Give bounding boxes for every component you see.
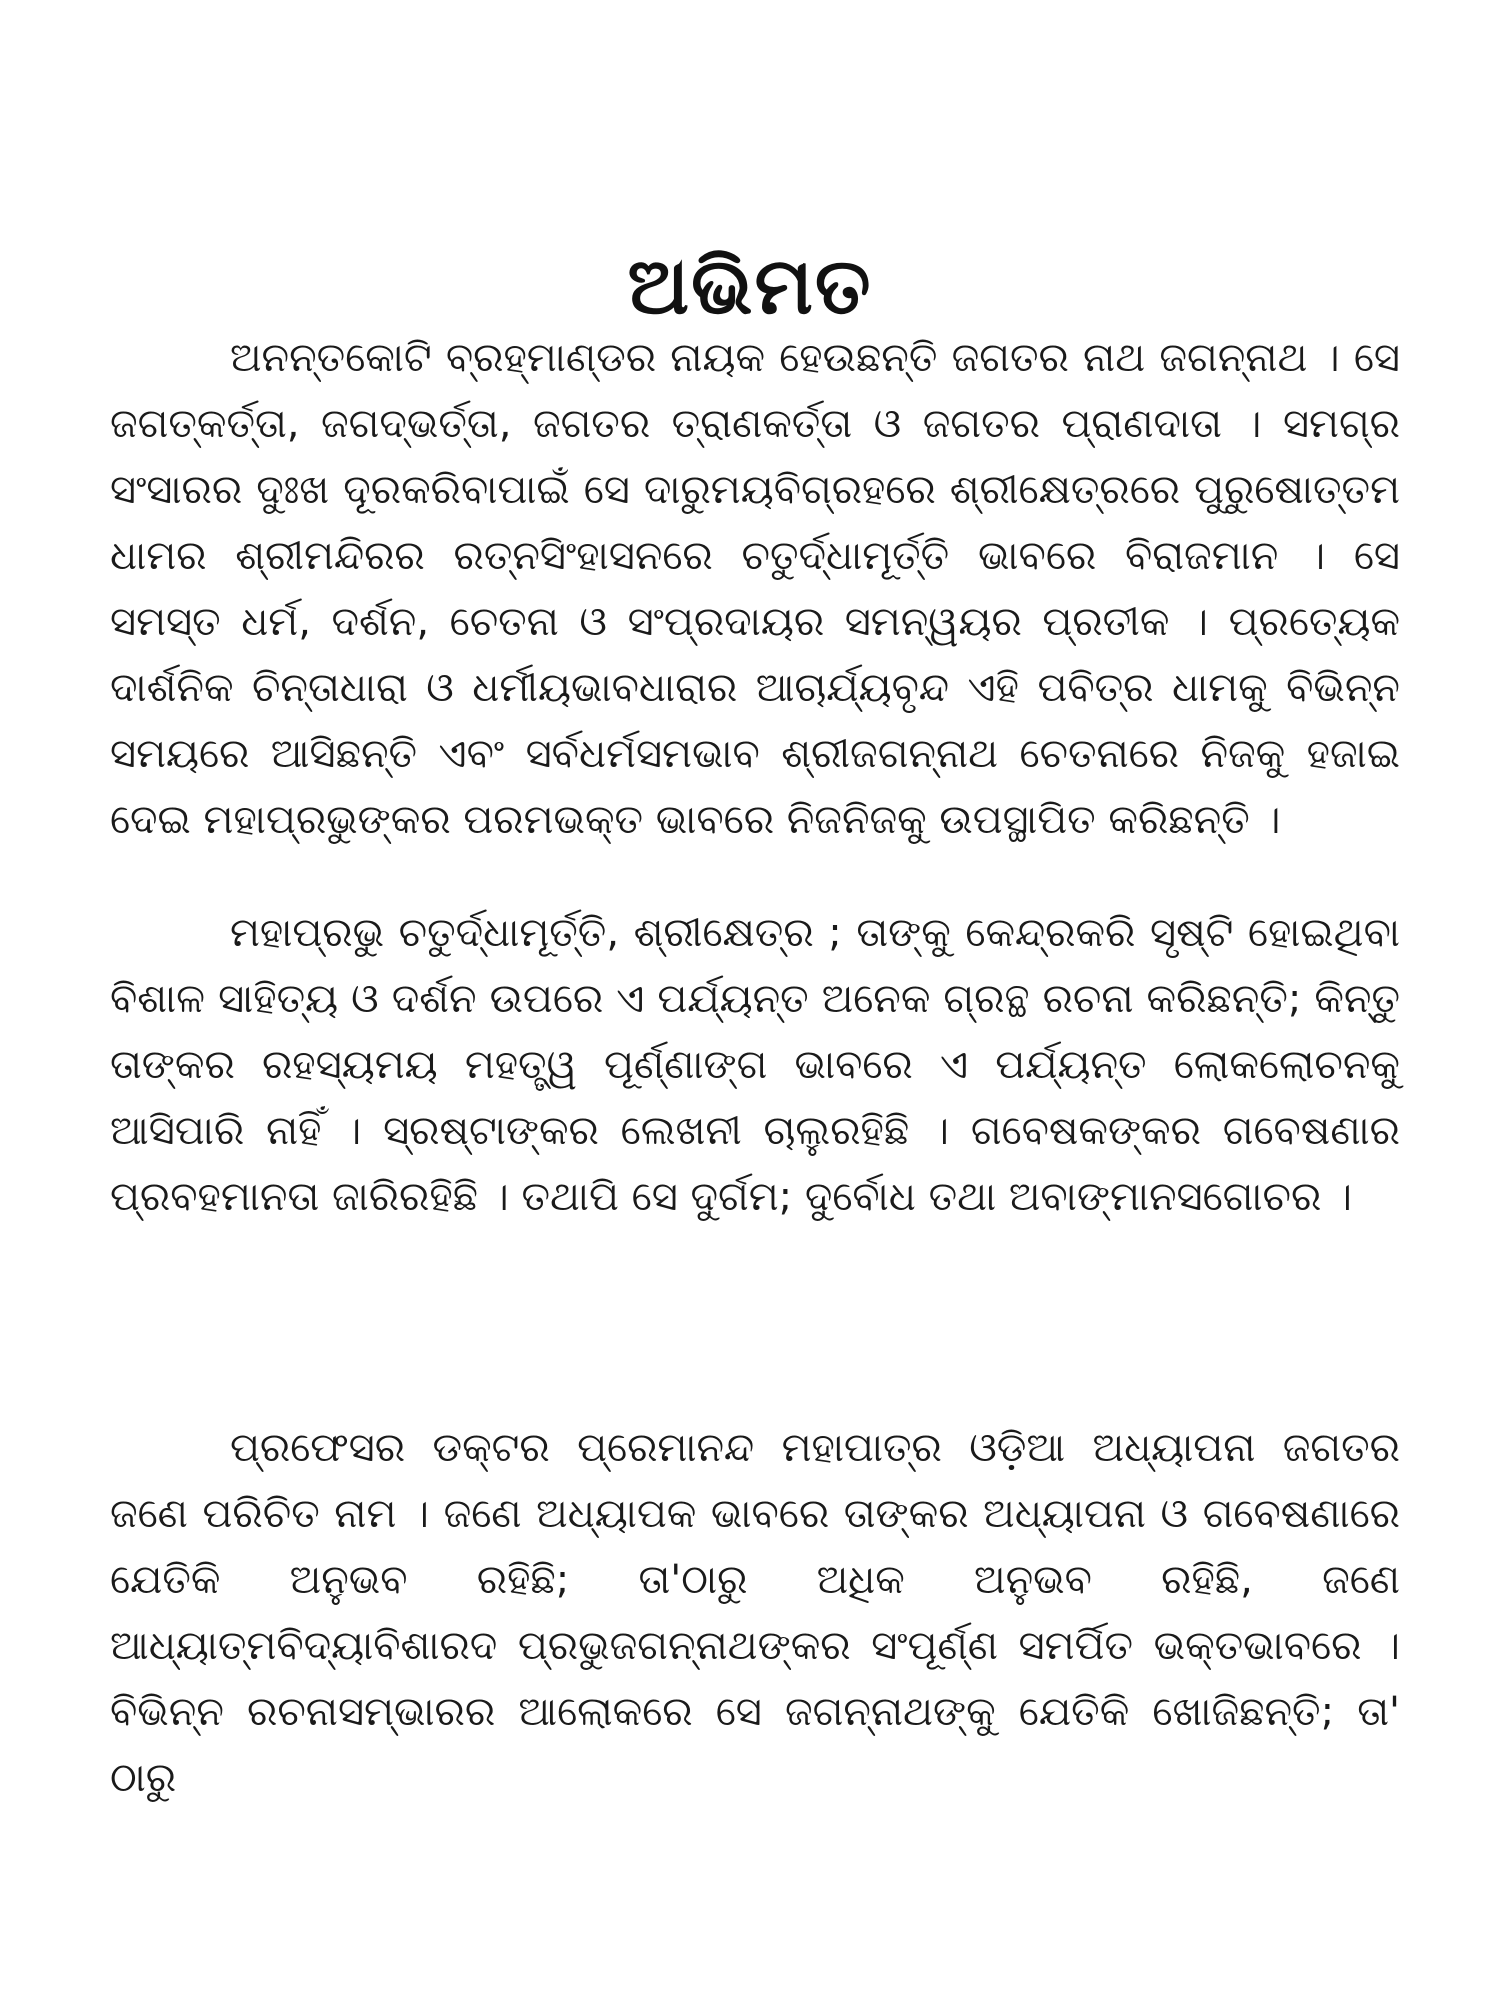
paragraph-2-container xyxy=(110,900,1400,1230)
body-paragraph: ଅନନ୍ତକୋଟି ବ୍ରହ୍ମାଣ୍ଡର ନାୟକ ହେଉଛନ୍ତି ଜଗତର ନାଥ ଜଗନ୍ନାଥ । ସେ ଜଗତ୍କର୍ତ୍ତା, ଜଗଦ୍ଭର୍ତ୍ତା, ଜଗତର ତ୍ରାଣକର୍ତ୍ତା ଓ ଜଗତର ପ୍ରାଣଦାତା । ସମଗ୍ର ସଂସାରର ଦୁଃଖ ଦୂରକରିବାପାଇଁ ସେ ଦାରୁମୟବିଗ୍ରହରେ ଶ୍ରୀକ୍ଷେତ୍ରରେ ପୁରୁଷୋତ୍ତମ ଧାମର ଶ୍ରୀମନ୍ଦିରର ରତ୍ନସିଂହାସନରେ ଚତୁର୍ଦ୍ଧାମୂର୍ତ୍ତି ଭାବରେ ବିରାଜମାନ । ସେ ସମସ୍ତ ଧର୍ମ, ଦର୍ଶନ, ଚେତନା ଓ ସଂପ୍ରଦାୟର ସମନ୍ୱୟର ପ୍ରତୀକ । ପ୍ରତ୍ୟେକ ଦାର୍ଶନିକ ଚିନ୍ତାଧାରା ଓ ଧର୍ମୀୟଭାବଧାରାର ଆଚାର୍ଯ୍ୟବୃନ୍ଦ ଏହି ପବିତ୍ର ଧାମକୁ ବିଭିନ୍ନ ସମୟରେ ଆସିଛନ୍ତି ଏବଂ ସର୍ବଧର୍ମସମଭାବ ଶ୍ରୀଜଗନ୍ନାଥ ଚେତନାରେ ନିଜକୁ ହଜାଇ ଦେଇ ମହାପ୍ରଭୁଙ୍କର ପରମଭକ୍ତ ଭାବରେ ନିଜନିଜକୁ ଉପସ୍ଥାପିତ କରିଛନ୍ତି । xyxy=(110,335,1400,843)
paragraph-3-container xyxy=(110,1415,1400,1811)
paragraph-1-container xyxy=(110,325,1400,853)
page-title: ଅଭିମତ xyxy=(627,242,873,333)
body-paragraph: ମହାପ୍ରଭୁ ଚତୁର୍ଦ୍ଧାମୂର୍ତ୍ତି, ଶ୍ରୀକ୍ଷେତ୍ର ; ତାଙ୍କୁ କେନ୍ଦ୍ରକରି ସୃଷ୍ଟି ହୋଇଥିବା ବିଶାଳ ସାହିତ୍ୟ ଓ ଦର୍ଶନ ଉପରେ ଏ ପର୍ଯ୍ୟନ୍ତ ଅନେକ ଗ୍ରନ୍ଥ ରଚନା କରିଛନ୍ତି; କିନ୍ତୁ ତାଙ୍କର ରହସ୍ୟମୟ ମହତ୍ତ୍ୱ ପୂର୍ଣ୍ଣାଙ୍ଗ ଭାବରେ ଏ ପର୍ଯ୍ୟନ୍ତ ଲୋକଲୋଚନକୁ ଆସିପାରି ନାହିଁ । ସ୍ରଷ୍ଟାଙ୍କର ଲେଖନୀ ଚାଲୁରହିଛି । ଗବେଷକଙ୍କର ଗବେଷଣାର ପ୍ରବହମାନତା ଜାରିରହିଛି । ତଥାପି ସେ ଦୁର୍ଗମ; ଦୁର୍ବୋଧ ତଥା ଅବାଙ୍ମାନସଗୋଚର । xyxy=(110,910,1400,1220)
body-paragraph: ପ୍ରଫେସର ଡକ୍ଟର ପ୍ରେମାନନ୍ଦ ମହାପାତ୍ର ଓଡ଼ିଆ ଅଧ୍ୟାପନା ଜଗତର ଜଣେ ପରିଚିତ ନାମ । ଜଣେ ଅଧ୍ୟାପକ ଭାବରେ ତାଙ୍କର ଅଧ୍ୟାପନା ଓ ଗବେଷଣାରେ ଯେତିକି ଅନୁଭବ ରହିଛି; ତା'ଠାରୁ ଅଧିକ ଅନୁଭବ ରହିଛି, ଜଣେ ଆଧ୍ୟାତ୍ମବିଦ୍ୟାବିଶାରଦ ପ୍ରଭୁଜଗନ୍ନାଥଙ୍କର ସଂପୂର୍ଣ୍ଣ ସମର୍ପିତ ଭକ୍ତଭାବରେ । ବିଭିନ୍ନ ରଚନାସମ୍ଭାରର ଆଲୋକରେ ସେ ଜଗନ୍ନାଥଙ୍କୁ ଯେତିକି ଖୋଜିଛନ୍ତି; ତା' ଠାରୁ xyxy=(110,1425,1400,1801)
